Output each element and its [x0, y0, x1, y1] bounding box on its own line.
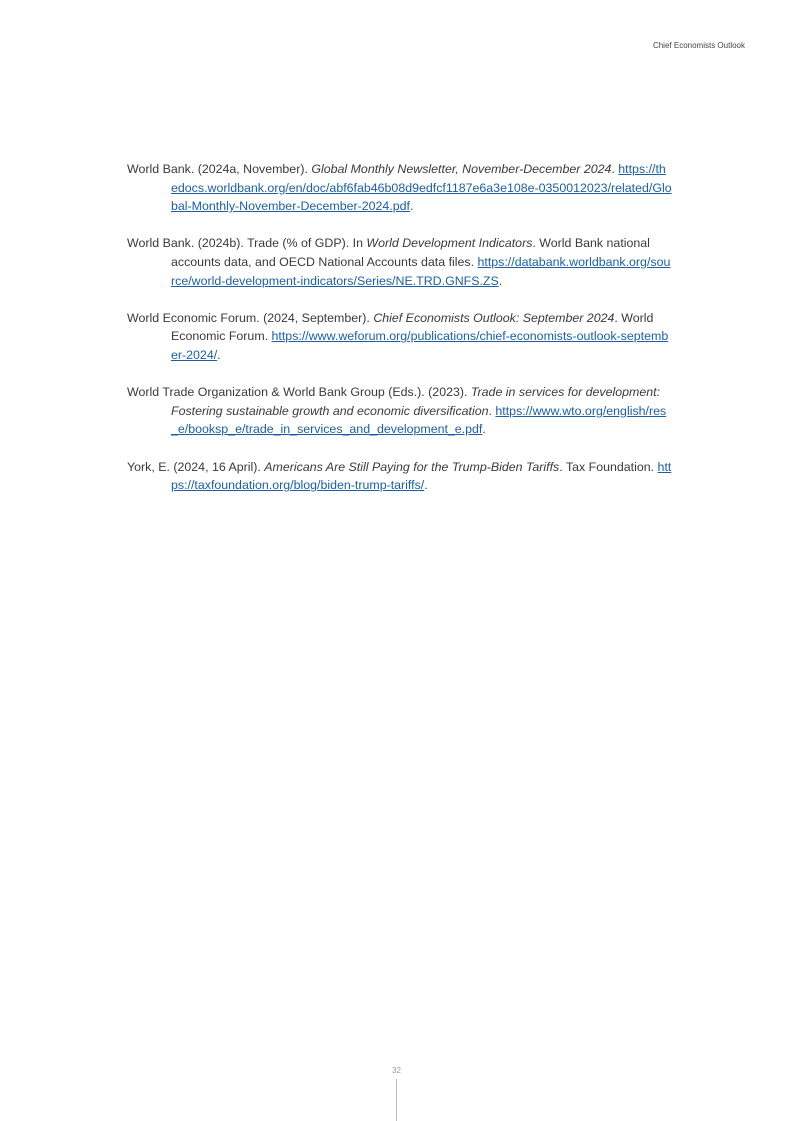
- reference-link[interactable]: https://thedocs.worldbank.org/en/doc/abf6fab46b08d9edfcf1187e6a3e108e-0350012023/related/Global-Monthly-November-December-2024.pdf: [171, 162, 672, 214]
- reference-end: .: [217, 347, 221, 362]
- reference-authors-date: York, E. (2024, 16 April).: [127, 459, 265, 474]
- reference-link[interactable]: https://www.weforum.org/publications/chief-economists-outlook-september-2024/: [171, 329, 669, 362]
- reference-title: Americans Are Still Paying for the Trump-Biden Tariffs: [264, 459, 560, 474]
- reference-link[interactable]: https://databank.worldbank.org/source/world-development-indicators/Series/NE.TRD.GNFS.ZS: [171, 254, 671, 288]
- reference-authors-date: World Bank. (2024b). Trade (% of GDP). In: [127, 236, 367, 251]
- footer-divider: [396, 1079, 397, 1121]
- reference-authors-date: World Bank. (2024a, November).: [127, 162, 312, 176]
- reference-publisher: .: [488, 403, 496, 418]
- reference-publisher: . World Bank national accounts data, and OECD National Accounts data files.: [171, 236, 650, 269]
- reference-item: [127, 383, 672, 439]
- reference-publisher: . Tax Foundation.: [559, 459, 658, 474]
- running-header: Chief Economists Outlook: [652, 41, 745, 50]
- reference-end: .: [498, 273, 503, 288]
- reference-title: Trade in services for development: Fostering sustainable growth and economic diversification: [171, 385, 661, 418]
- page-number: 32: [392, 1066, 401, 1075]
- reference-item: [127, 458, 672, 495]
- reference-item: [127, 309, 672, 365]
- reference-authors-date: World Economic Forum. (2024, September).: [127, 310, 374, 325]
- reference-link[interactable]: https://taxfoundation.org/blog/biden-trump-tariffs/: [171, 459, 672, 493]
- reference-authors-date: World Trade Organization & World Bank Group (Eds.). (2023).: [127, 385, 471, 400]
- reference-publisher: . World Economic Forum.: [171, 310, 654, 344]
- reference-list: [127, 160, 672, 513]
- reference-publisher: .: [611, 162, 619, 176]
- reference-item: [127, 234, 672, 290]
- reference-title: Global Monthly Newsletter, November-December 2024: [311, 162, 612, 176]
- reference-title: Chief Economists Outlook: September 2024: [373, 310, 615, 325]
- reference-end: .: [482, 422, 486, 437]
- reference-link[interactable]: https://www.wto.org/english/res_e/booksp_e/trade_in_services_and_development_e.pdf: [171, 403, 667, 437]
- reference-item: [127, 160, 672, 216]
- reference-end: .: [409, 199, 414, 214]
- reference-end: .: [424, 478, 428, 493]
- reference-title: World Development Indicators: [366, 236, 533, 251]
